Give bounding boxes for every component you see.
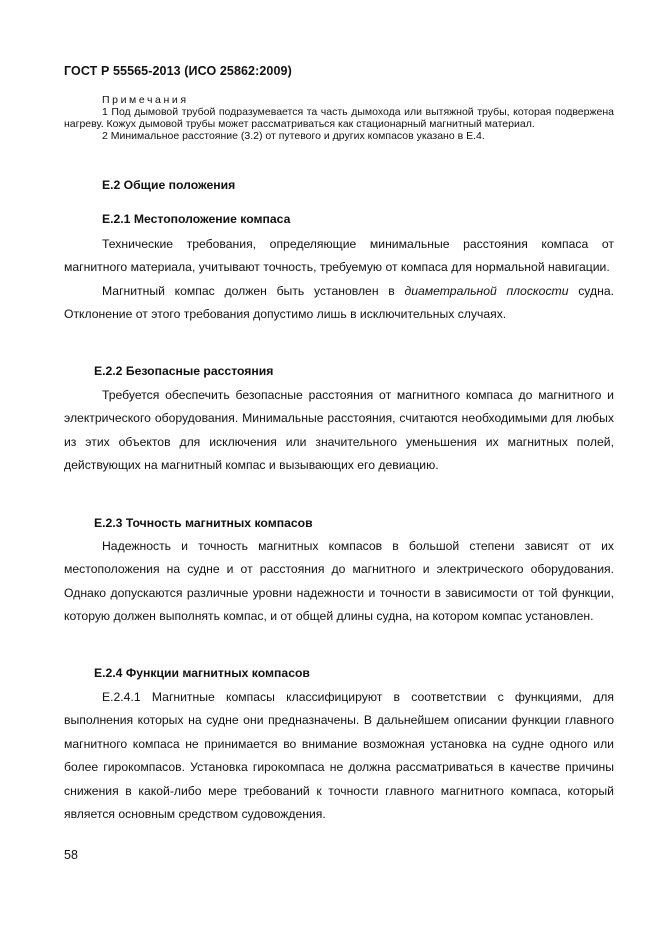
- heading-e23: Е.2.3 Точность магнитных компасов: [94, 516, 313, 530]
- section-e23-body: [64, 535, 614, 629]
- notes-block: [64, 94, 614, 142]
- notes-title: Примечания: [102, 94, 189, 106]
- section-e21-body: [64, 233, 614, 327]
- section-e22-body: [64, 384, 614, 478]
- paragraph: Надежность и точность магнитных компасов в большой степени зависят от их местоположения на судне и от расстояния до магнитного и электрического оборудования. Однако допускаются различные уровни надежности и точности в зависимости от той функции, которую должен выполнять компас, и от общей длины судна, на котором компас установлен.: [64, 539, 614, 624]
- paragraph: Требуется обеспечить безопасные расстояния от магнитного компаса до магнитного и электрического оборудования. Минимальные расстояния, считаются необходимыми для любых из этих объектов для исключения или значительного уменьшения их магнитных полей, действующих на магнитный компас и вызывающих его девиацию.: [64, 388, 614, 473]
- paragraph: Магнитный компас должен быть установлен в диаметральной плоскости судна. Отклонение от этого требования допустимо лишь в исключительных случаях.: [64, 283, 614, 322]
- page-number: 58: [64, 848, 78, 862]
- section-e24-body: [64, 686, 614, 826]
- heading-e21: Е.2.1 Местоположение компаса: [102, 212, 291, 226]
- note-1: 1 Под дымовой трубой подразумевается та часть дымохода или вытяжной трубы, которая подвержена нагреву. Кожух дымовой трубы может рассматриваться как стационарный магнитный материал.: [64, 106, 614, 130]
- note-2: 2 Минимальное расстояние (3.2) от путевого и других компасов указано в Е.4.: [102, 130, 485, 142]
- heading-e22: Е.2.2 Безопасные расстояния: [94, 364, 274, 378]
- paragraph: Технические требования, определяющие минимальные расстояния компаса от магнитного материала, учитывают точность, требуемую от компаса для нормальной навигации.: [64, 237, 614, 275]
- paragraph: Е.2.4.1 Магнитные компасы классифицируют в соответствии с функциями, для выполнения которых на судне они предназначены. В дальнейшем описании функции главного магнитного компаса не принимается во внимание возможная установка на судне одного или более гирокомпасов. Установка гирокомпаса не должна рассматриваться в качестве причины снижения в какой-либо мере требований к точности главного магнитного компаса, который является основным средством судовождения.: [64, 690, 614, 822]
- heading-e24: Е.2.4 Функции магнитных компасов: [94, 666, 310, 680]
- italic-term: диаметральной плоскости: [404, 283, 569, 298]
- standard-header: ГОСТ Р 55565-2013 (ИСО 25862:2009): [64, 64, 292, 78]
- heading-e2: Е.2 Общие положения: [102, 178, 236, 192]
